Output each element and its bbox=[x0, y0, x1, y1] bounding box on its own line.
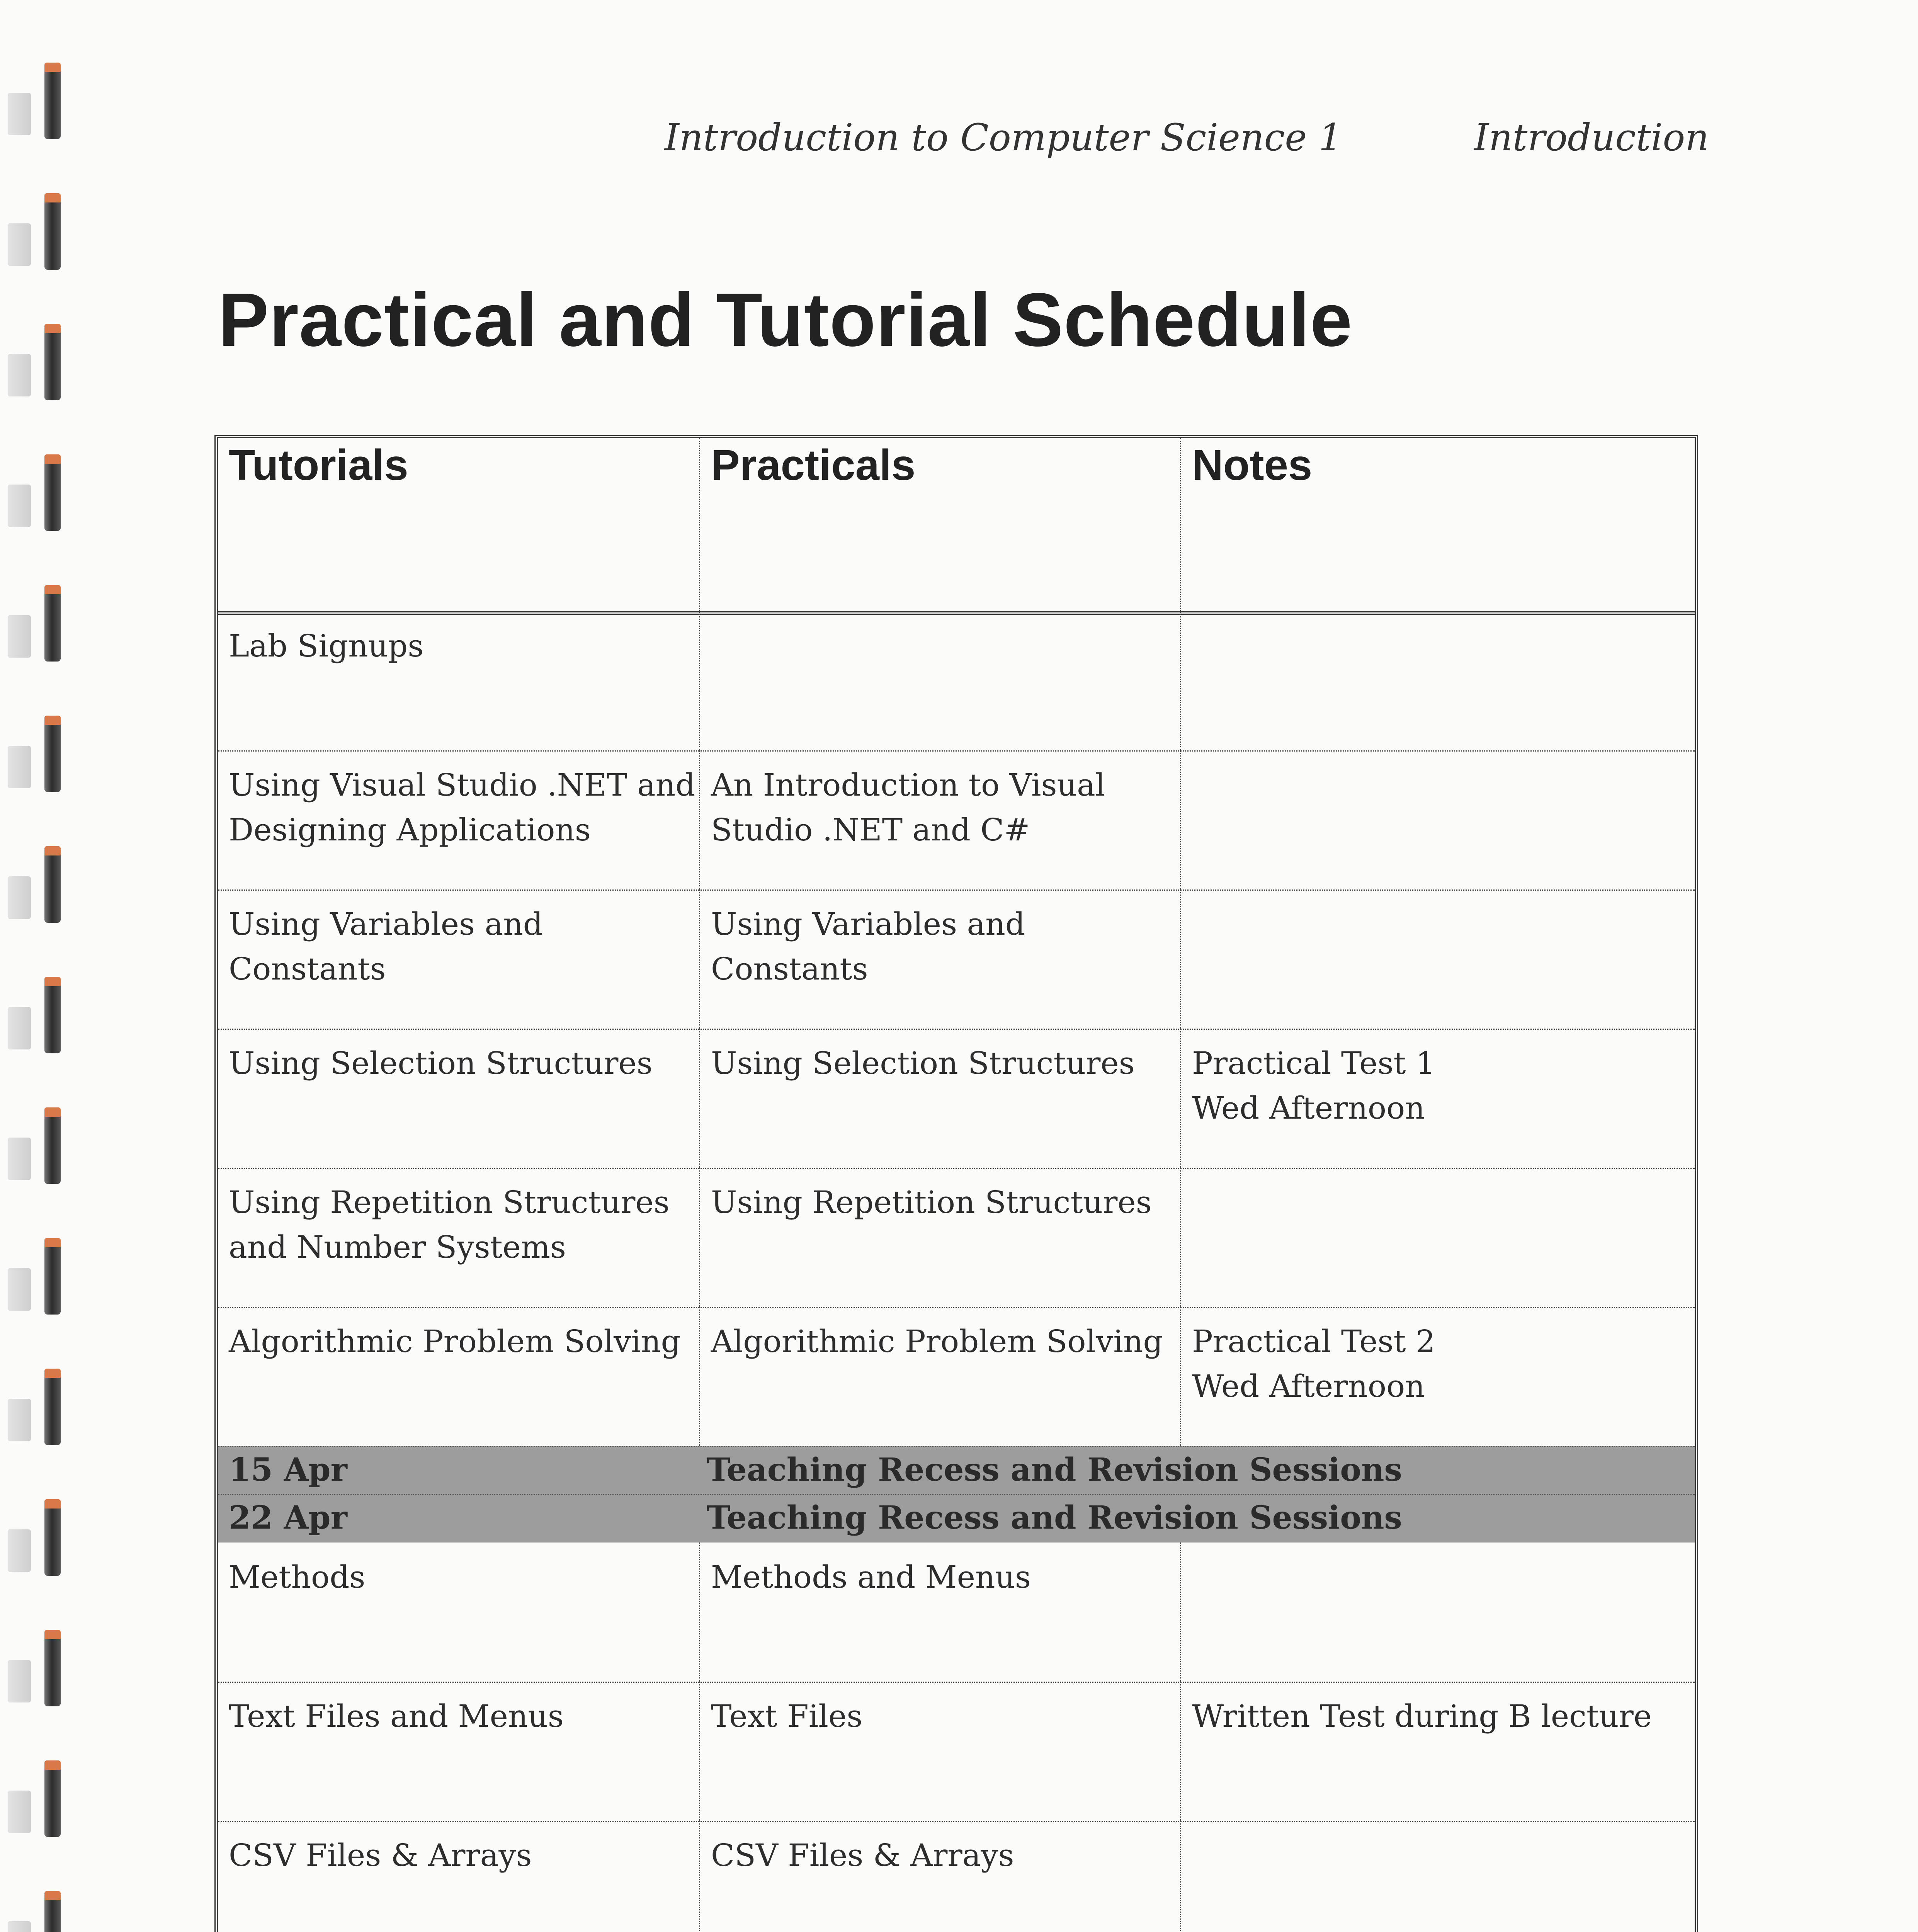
cell-line: Text Files bbox=[711, 1698, 863, 1734]
table-row bbox=[218, 1543, 1695, 1683]
binding-coil bbox=[8, 1633, 62, 1710]
notes-cell bbox=[1180, 1307, 1695, 1446]
running-header-section: Introduction bbox=[1474, 116, 1709, 159]
cell-line: Using Visual Studio .NET and bbox=[229, 767, 695, 803]
running-header-course: Introduction to Computer Science 1 bbox=[665, 116, 1342, 159]
practical-cell bbox=[699, 1307, 1180, 1446]
practical-cell bbox=[699, 611, 1180, 750]
cell-line: Written Test during B lecture bbox=[1192, 1698, 1652, 1734]
binding-coil bbox=[8, 1502, 62, 1580]
cell-line: CSV Files & Arrays bbox=[229, 1837, 532, 1873]
notes-cell bbox=[1180, 1029, 1695, 1168]
tutorial-cell bbox=[218, 611, 699, 750]
binding-coil bbox=[8, 719, 62, 796]
cell-line: and Number Systems bbox=[229, 1229, 566, 1265]
recess-date: 22 Apr bbox=[229, 1499, 347, 1536]
table-row bbox=[218, 1682, 1695, 1822]
binding-coil bbox=[8, 588, 62, 665]
cell-line: Using Selection Structures bbox=[711, 1045, 1135, 1081]
spiral-binding bbox=[0, 0, 66, 1932]
practical-cell bbox=[699, 889, 1180, 1029]
page-title: Practical and Tutorial Schedule bbox=[218, 277, 1353, 362]
cell-line: Wed Afternoon bbox=[1192, 1090, 1425, 1126]
cell-line: Using Variables and Constants bbox=[229, 906, 543, 987]
cell-line: CSV Files & Arrays bbox=[711, 1837, 1014, 1873]
practical-cell bbox=[699, 1168, 1180, 1307]
cell-line: Practical Test 1 bbox=[1192, 1045, 1435, 1081]
tutorial-cell bbox=[218, 1543, 699, 1682]
notes-cell bbox=[1180, 1543, 1695, 1682]
column-header-notes: Notes bbox=[1180, 438, 1695, 611]
recess-date: 15 Apr bbox=[229, 1451, 347, 1488]
tutorial-cell bbox=[218, 1682, 699, 1821]
cell-line: Algorithmic Problem Solving bbox=[229, 1323, 681, 1359]
tutorial-cell bbox=[218, 1168, 699, 1307]
cell-line: Using Variables and Constants bbox=[711, 906, 1025, 987]
practical-cell bbox=[699, 1029, 1180, 1168]
tutorial-cell bbox=[218, 1307, 699, 1446]
table-header-row bbox=[218, 438, 1695, 615]
cell-line: Using Repetition Structures bbox=[229, 1184, 670, 1220]
notes-cell bbox=[1180, 1168, 1695, 1307]
binding-coil bbox=[8, 980, 62, 1057]
table-row bbox=[218, 1029, 1695, 1169]
cell-line: An Introduction to Visual bbox=[711, 767, 1105, 803]
cell-line: Using Selection Structures bbox=[229, 1045, 653, 1081]
column-header-practicals: Practicals bbox=[699, 438, 1180, 611]
practical-cell bbox=[699, 1682, 1180, 1821]
binding-coil bbox=[8, 1764, 62, 1841]
practical-cell bbox=[699, 1821, 1180, 1932]
binding-coil bbox=[8, 849, 62, 927]
table-row bbox=[218, 750, 1695, 891]
binding-coil bbox=[8, 327, 62, 404]
cell-line: Wed Afternoon bbox=[1192, 1368, 1425, 1404]
notes-cell bbox=[1180, 750, 1695, 889]
table-row bbox=[218, 1307, 1695, 1447]
recess-label: Teaching Recess and Revision Sessions bbox=[707, 1499, 1402, 1536]
cell-line: Algorithmic Problem Solving bbox=[711, 1323, 1163, 1359]
table-row bbox=[218, 1168, 1695, 1308]
cell-line: Lab Signups bbox=[229, 628, 424, 664]
binding-coil bbox=[8, 196, 62, 274]
cell-line: Methods bbox=[229, 1559, 366, 1595]
binding-coil bbox=[8, 457, 62, 535]
cell-line: Text Files and Menus bbox=[229, 1698, 564, 1734]
recess-label: Teaching Recess and Revision Sessions bbox=[707, 1451, 1402, 1488]
notes-cell bbox=[1180, 611, 1695, 750]
cell-line: Designing Applications bbox=[229, 812, 591, 848]
practical-cell bbox=[699, 1543, 1180, 1682]
notes-cell bbox=[1180, 1682, 1695, 1821]
notes-cell bbox=[1180, 1821, 1695, 1932]
binding-coil bbox=[8, 1372, 62, 1449]
table-row bbox=[218, 1821, 1695, 1932]
binding-coil bbox=[8, 66, 62, 143]
binding-coil bbox=[8, 1241, 62, 1318]
tutorial-cell bbox=[218, 1821, 699, 1932]
notes-cell bbox=[1180, 889, 1695, 1029]
teaching-recess-band bbox=[218, 1446, 1695, 1543]
tutorial-cell bbox=[218, 889, 699, 1029]
schedule-table bbox=[214, 435, 1698, 1932]
table-row bbox=[218, 889, 1695, 1030]
binding-coil bbox=[8, 1894, 62, 1932]
practical-cell bbox=[699, 750, 1180, 889]
column-header-tutorials: Tutorials bbox=[229, 441, 408, 489]
cell-line: Practical Test 2 bbox=[1192, 1323, 1435, 1359]
tutorial-cell bbox=[218, 1029, 699, 1168]
table-row bbox=[218, 611, 1695, 752]
cell-line: Using Repetition Structures bbox=[711, 1184, 1152, 1220]
binding-coil bbox=[8, 1111, 62, 1188]
tutorial-cell bbox=[218, 750, 699, 889]
cell-line: Studio .NET and C# bbox=[711, 812, 1030, 848]
cell-line: Methods and Menus bbox=[711, 1559, 1031, 1595]
